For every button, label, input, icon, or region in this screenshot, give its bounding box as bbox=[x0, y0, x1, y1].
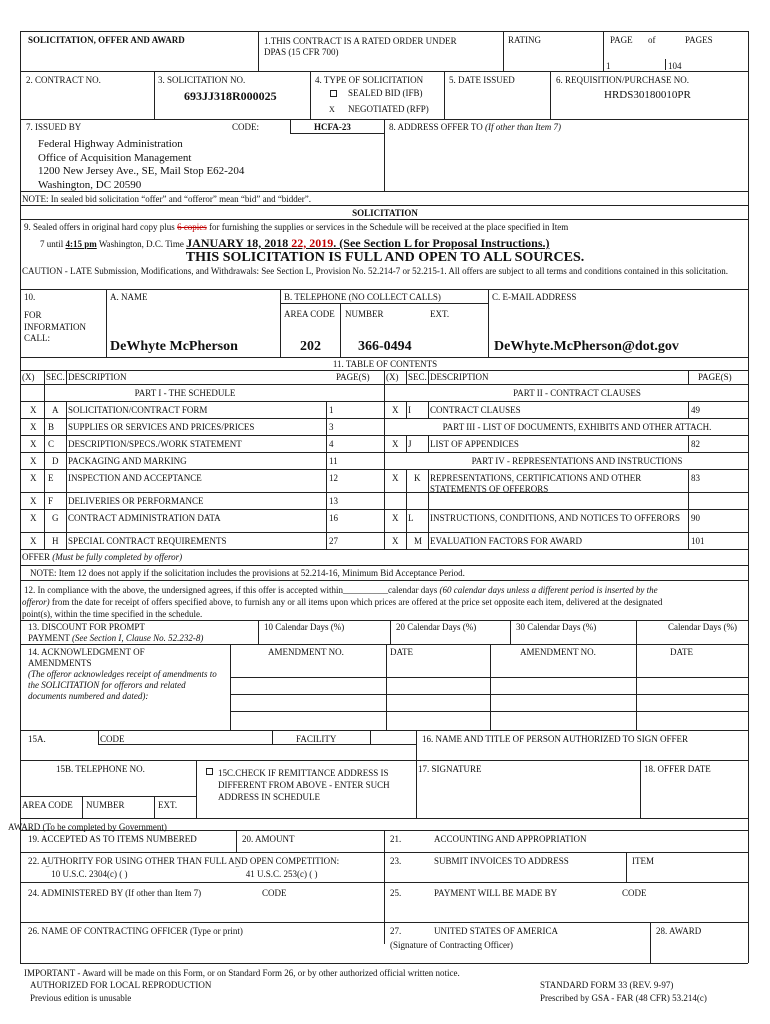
address-offer-label: 8. ADDRESS OFFER TO (If other than Item 7) bbox=[389, 122, 561, 132]
offer-note: NOTE: Item 12 does not apply if the solicitation includes the provisions at 52.214-16, Minimum Bid Acceptance Period. bbox=[30, 568, 465, 578]
toc-x: X bbox=[30, 536, 37, 546]
negotiated-checkbox[interactable]: X bbox=[329, 105, 335, 114]
usc-41-option[interactable]: ‾ 41 U.S.C. 253(c) ( ) bbox=[236, 866, 318, 879]
toc-sec: K bbox=[414, 473, 421, 483]
page-label: PAGE bbox=[610, 35, 633, 45]
toc-title: 11. TABLE OF CONTENTS bbox=[332, 359, 438, 369]
sealed-bid-checkbox[interactable] bbox=[330, 90, 337, 97]
toc-pages: 90 bbox=[691, 513, 700, 523]
toc-pages: 27 bbox=[329, 536, 338, 546]
toc-pages: 83 bbox=[691, 473, 700, 483]
payment-code-label: CODE bbox=[622, 888, 647, 898]
toc-sec: F bbox=[48, 496, 54, 506]
ack-amendments-note: (The offeror acknowledges receipt of amendments to the SOLICITATION for offerors and related documents numbered and dated): bbox=[28, 669, 217, 701]
toc-x: X bbox=[392, 473, 399, 483]
toc-x: X bbox=[30, 473, 37, 483]
toc-desc: SPECIAL CONTRACT REQUIREMENTS bbox=[68, 536, 227, 546]
receipt-date: JANUARY 18, 2018 22, 2019. (See Section L for Proposal Instructions.) bbox=[186, 236, 550, 250]
toc-x: X bbox=[30, 513, 37, 523]
toc-pages: 1 bbox=[329, 405, 334, 415]
toc-desc: PACKAGING AND MARKING bbox=[68, 456, 187, 466]
copies-old: 6 copies bbox=[177, 222, 207, 232]
discount-10-days[interactable]: 10 Calendar Days (%) bbox=[264, 622, 345, 632]
requisition-no: HRDS30180010PR bbox=[604, 89, 691, 101]
telephone-label: B. TELEPHONE (NO COLLECT CALLS) bbox=[284, 292, 441, 302]
item12-line1: 12. In compliance with the above, the undersigned agrees, if this offer is accepted within__________calendar days (60 calendar days unless a different period is inserted by the bbox=[24, 585, 658, 595]
contact-name: DeWhyte McPherson bbox=[110, 339, 238, 354]
solicitation-no-label: 3. SOLICITATION NO. bbox=[158, 75, 246, 85]
discount-20-days[interactable]: 20 Calendar Days (%) bbox=[396, 622, 477, 632]
issuer-code: HCFA-23 bbox=[314, 122, 351, 132]
discount-other-days[interactable]: Calendar Days (%) bbox=[668, 622, 737, 632]
toc-pages: 3 bbox=[329, 422, 334, 432]
toc-desc: INSTRUCTIONS, CONDITIONS, AND NOTICES TO OFFERORS bbox=[430, 513, 680, 523]
item15a-label: 15A. bbox=[28, 734, 46, 744]
pages-value: 104 bbox=[668, 61, 682, 71]
toc-header-x: (X) bbox=[22, 372, 35, 382]
toc-desc: DELIVERIES OR PERFORMANCE bbox=[68, 496, 204, 506]
toc-sec: J bbox=[408, 439, 412, 449]
toc-pages: 11 bbox=[329, 456, 338, 466]
issuer-line: Federal Highway Administration bbox=[38, 138, 183, 150]
invoice-number: 23. bbox=[390, 856, 402, 866]
ack-amendments-label-2: AMENDMENTS bbox=[28, 658, 92, 668]
issuer-address bbox=[38, 138, 244, 192]
pages-label: PAGES bbox=[685, 35, 713, 45]
usa-label: UNITED STATES OF AMERICA bbox=[434, 926, 559, 936]
toc-desc: INSPECTION AND ACCEPTANCE bbox=[68, 473, 202, 483]
requisition-label: 6. REQUISITION/PURCHASE NO. bbox=[556, 75, 690, 85]
amendment-date-label: DATE bbox=[390, 647, 413, 657]
authority-label: 22. AUTHORITY FOR USING OTHER THAN FULL AND OPEN COMPETITION: bbox=[28, 856, 340, 866]
sealed-bid-label: SEALED BID (IFB) bbox=[348, 88, 423, 98]
name-label: A. NAME bbox=[110, 292, 148, 302]
issuer-line: Washington, DC 20590 bbox=[38, 178, 142, 191]
toc-part1: PART I - THE SCHEDULE bbox=[134, 388, 236, 398]
rated-order-box: 1.THIS CONTRACT IS A RATED ORDER UNDER DPAS (15 CFR 700) bbox=[264, 36, 457, 57]
amendment-no-label-2: AMENDMENT NO. bbox=[520, 647, 596, 657]
previous-edition: Previous edition is unusable bbox=[30, 993, 132, 1003]
toc-x: X bbox=[30, 422, 37, 432]
payment-number: 25. bbox=[390, 888, 402, 898]
toc-desc: SOLICITATION/CONTRACT FORM bbox=[68, 405, 208, 415]
item12-line3: point(s), within the time specified in the schedule. bbox=[22, 609, 203, 619]
toc-desc: SUPPLIES OR SERVICES AND PRICES/PRICES bbox=[68, 422, 255, 432]
toc-header-pages: PAGE(S) bbox=[336, 372, 370, 382]
facility-label: FACILITY bbox=[296, 734, 337, 744]
amendment-no-label: AMENDMENT NO. bbox=[268, 647, 344, 657]
toc-header-sec-2: SEC. bbox=[408, 372, 427, 382]
contact-area-code: 202 bbox=[300, 339, 321, 354]
signature-label: 17. SIGNATURE bbox=[418, 764, 482, 774]
amount-label: 20. AMOUNT bbox=[242, 834, 295, 844]
negotiated-label: NEGOTIATED (RFP) bbox=[348, 104, 429, 114]
area-code-field-label: AREA CODE bbox=[22, 800, 73, 810]
toc-desc: LIST OF APPENDICES bbox=[430, 439, 519, 449]
usa-number: 27. bbox=[390, 926, 402, 936]
ext-field-label: EXT. bbox=[158, 800, 178, 810]
toc-header-desc-2: DESCRIPTION bbox=[430, 372, 489, 382]
solicitation-no: 693JJ318R000025 bbox=[184, 89, 277, 103]
accounting-label: ACCOUNTING AND APPROPRIATION bbox=[434, 834, 587, 844]
for-information-label: FOR INFORMATION CALL: bbox=[24, 310, 87, 343]
caution-text: CAUTION - LATE Submission, Modifications, and Withdrawals: See Section L, Provision No. 52.214-7 or 52.215-1. All offers are subject to all terms and conditions contained in this solicitation. bbox=[22, 266, 728, 276]
full-open-banner: THIS SOLICITATION IS FULL AND OPEN TO ALL SOURCES. bbox=[185, 250, 585, 265]
ext-label: EXT. bbox=[430, 309, 450, 319]
contract-no-label: 2. CONTRACT NO. bbox=[26, 75, 101, 85]
item9-line1: 9. Sealed offers in original hard copy plus 6 copies for furnishing the supplies or services in the Schedule will be received at the place specified in Item bbox=[24, 222, 569, 232]
of-label: of bbox=[648, 35, 656, 45]
solicitation-type-label: 4. TYPE OF SOLICITATION bbox=[315, 75, 424, 85]
award-date-label: 28. AWARD bbox=[656, 926, 702, 936]
date-issued-label: 5. DATE ISSUED bbox=[449, 75, 515, 85]
toc-pages: 82 bbox=[691, 439, 700, 449]
toc-x: X bbox=[30, 456, 37, 466]
rating-label: RATING bbox=[508, 35, 541, 45]
toc-sec: D bbox=[52, 456, 59, 466]
page-value: 1 bbox=[606, 61, 611, 71]
toc-x: X bbox=[30, 405, 37, 415]
toc-header-desc: DESCRIPTION bbox=[68, 372, 127, 382]
prescribed-by: Prescribed by GSA - FAR (48 CFR) 53.214(c) bbox=[540, 993, 707, 1003]
discount-30-days[interactable]: 30 Calendar Days (%) bbox=[516, 622, 597, 632]
toc-desc: EVALUATION FACTORS FOR AWARD bbox=[430, 536, 583, 546]
toc-pages: 12 bbox=[329, 473, 338, 483]
toc-sec: B bbox=[48, 422, 55, 432]
item-label: ITEM bbox=[632, 856, 654, 866]
ack-amendments-label: 14. ACKNOWLEDGMENT OF bbox=[28, 647, 145, 657]
toc-pages: 49 bbox=[691, 405, 700, 415]
toc-part2: PART II - CONTRACT CLAUSES bbox=[513, 388, 641, 398]
remittance-label: 15C.CHECK IF REMITTANCE ADDRESS IS DIFFERENT FROM ABOVE - ENTER SUCH ADDRESS IN SCHEDULE bbox=[218, 768, 390, 802]
toc-desc: CONTRACT CLAUSES bbox=[430, 405, 521, 415]
toc-x: X bbox=[392, 405, 399, 415]
issued-by-label: 7. ISSUED BY bbox=[26, 122, 82, 132]
telephone-no-label: 15B. TELEPHONE NO. bbox=[56, 764, 145, 774]
administered-by-label: 24. ADMINISTERED BY (If other than Item 7) bbox=[28, 888, 202, 898]
toc-sec: A bbox=[52, 405, 59, 415]
issuer-line: Office of Acquisition Management bbox=[38, 151, 192, 164]
code-label: CODE: bbox=[232, 122, 259, 132]
offer-date-label: 18. OFFER DATE bbox=[644, 764, 711, 774]
invoice-label: SUBMIT INVOICES TO ADDRESS bbox=[434, 856, 569, 866]
toc-pages: 4 bbox=[329, 439, 334, 449]
discount-label-2: PAYMENT (See Section I, Clause No. 52.232-8) bbox=[28, 633, 204, 643]
authorized-reproduction: AUTHORIZED FOR LOCAL REPRODUCTION bbox=[30, 980, 212, 990]
toc-x: X bbox=[392, 536, 399, 546]
toc-sec: H bbox=[52, 536, 59, 546]
offer-heading: OFFER (Must be fully completed by offeror) bbox=[22, 552, 183, 562]
remittance-checkbox[interactable] bbox=[206, 768, 213, 775]
toc-sec: G bbox=[52, 513, 59, 523]
issuer-line: 1200 New Jersey Ave., SE, Mail Stop E62-204 bbox=[38, 165, 245, 177]
usc-10-option[interactable]: ‾ 10 U.S.C. 2304(c) ( ) bbox=[46, 866, 128, 879]
number-field-label: NUMBER bbox=[86, 800, 125, 810]
toc-header-sec: SEC. bbox=[46, 372, 65, 382]
number-label: NUMBER bbox=[345, 309, 384, 319]
item9-line2: 7 until 4:15 pm Washington, D.C. Time JANUARY 18, 2018 22, 2019. (See Section L for Proposal Instructions.) bbox=[40, 236, 550, 250]
toc-pages: 101 bbox=[691, 536, 705, 546]
toc-sec: I bbox=[408, 405, 411, 415]
toc-header-pages-2: PAGE(S) bbox=[698, 372, 732, 382]
toc-desc: DESCRIPTION/SPECS./WORK STATEMENT bbox=[68, 439, 242, 449]
toc-pages: 13 bbox=[329, 496, 338, 506]
award-heading: AWARD (To be completed by Government) bbox=[8, 822, 167, 832]
toc-desc: CONTRACT ADMINISTRATION DATA bbox=[68, 513, 221, 523]
co-signature-label: (Signature of Contracting Officer) bbox=[390, 940, 514, 950]
payment-label: PAYMENT WILL BE MADE BY bbox=[434, 888, 558, 898]
item10-number: 10. bbox=[24, 292, 36, 302]
important-note: IMPORTANT - Award will be made on this Form, or on Standard Form 26, or by other authorized official written notice. bbox=[24, 968, 460, 978]
standard-form-label: STANDARD FORM 33 (REV. 9-97) bbox=[540, 980, 674, 990]
toc-pages: 16 bbox=[329, 513, 338, 523]
toc-x: X bbox=[30, 496, 37, 506]
toc-sec: L bbox=[408, 513, 414, 523]
toc-header-x-2: (X) bbox=[386, 372, 399, 382]
toc-x: X bbox=[30, 439, 37, 449]
toc-desc: REPRESENTATIONS, CERTIFICATIONS AND OTHER STATEMENTS OF OFFERORS bbox=[430, 473, 642, 494]
discount-label: 13. DISCOUNT FOR PROMPT bbox=[28, 622, 145, 632]
area-code-label: AREA CODE bbox=[284, 309, 335, 319]
accepted-items-label: 19. ACCEPTED AS TO ITEMS NUMBERED bbox=[28, 834, 197, 844]
contact-email[interactable]: DeWhyte.McPherson@dot.gov bbox=[494, 339, 679, 354]
offeror-code-label: CODE bbox=[100, 734, 125, 744]
toc-sec: E bbox=[48, 473, 54, 483]
toc-part4: PART IV - REPRESENTATIONS AND INSTRUCTIONS bbox=[471, 456, 683, 466]
receipt-time: 4:15 pm bbox=[65, 239, 97, 249]
administered-code-label: CODE bbox=[262, 888, 287, 898]
contracting-officer-label: 26. NAME OF CONTRACTING OFFICER (Type or print) bbox=[28, 926, 243, 936]
toc-sec: M bbox=[414, 536, 423, 546]
amendment-date-label-2: DATE bbox=[670, 647, 693, 657]
sealed-bid-note: NOTE: In sealed bid solicitation “offer” and “offeror” mean “bid” and “bidder”. bbox=[22, 194, 312, 204]
accounting-number: 21. bbox=[390, 834, 402, 844]
authorized-signer-label: 16. NAME AND TITLE OF PERSON AUTHORIZED TO SIGN OFFER bbox=[422, 734, 689, 744]
item12-line2: offeror) from the date for receipt of offers specified above, to furnish any or all items upon which prices are offered at the price set opposite each item, delivered at the designated bbox=[22, 597, 663, 607]
toc-part3: PART III - LIST OF DOCUMENTS, EXHIBITS AND OTHER ATTACH. bbox=[442, 422, 712, 432]
contact-number: 366-0494 bbox=[358, 339, 412, 354]
solicitation-heading: SOLICITATION bbox=[352, 208, 418, 218]
form-title: SOLICITATION, OFFER AND AWARD bbox=[28, 35, 185, 45]
email-label: C. E-MAIL ADDRESS bbox=[492, 292, 577, 302]
toc-x: X bbox=[392, 513, 399, 523]
toc-sec: C bbox=[48, 439, 55, 449]
toc-x: X bbox=[392, 439, 399, 449]
